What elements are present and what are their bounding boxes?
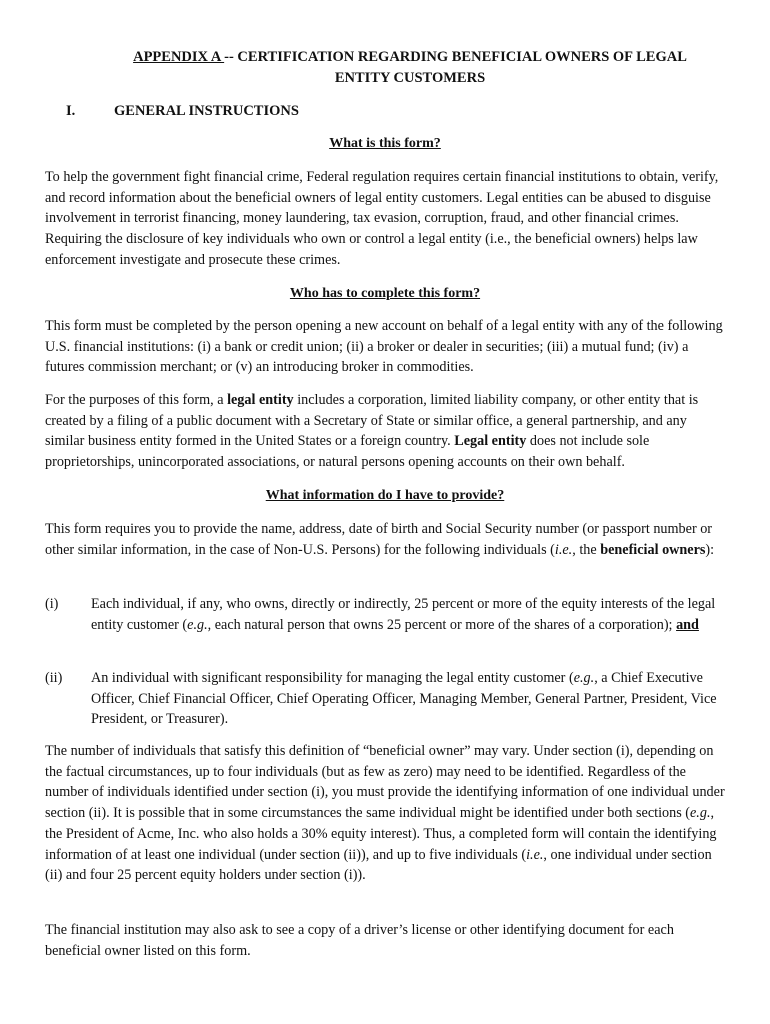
- list-item-ii-text: [91, 668, 728, 730]
- heading-what-is-this-form: What is this form?: [329, 136, 441, 151]
- p4-text-c: , the: [572, 541, 601, 558]
- p3-text-c: includes a corporation, limited liability company, or other entity that is created by a filing of a public document with a Secretary of State or similar office, a general partnership, and any similar business entity formed in the United States or a foreign country.: [45, 392, 699, 450]
- list-item-i-text: [91, 594, 728, 635]
- paragraph-number-of-owners: [45, 741, 728, 886]
- p3-text-e: does not include sole proprietorships, unincorporated associations, or natural persons opening accounts on their own behalf.: [45, 433, 650, 471]
- list-item-i: [45, 594, 728, 635]
- title-rest: -- CERTIFICATION REGARDING BENEFICIAL OWNERS OF LEGAL: [224, 49, 687, 65]
- paragraph-legal-entity-definition: [45, 390, 728, 473]
- appendix-label: APPENDIX A: [133, 49, 225, 65]
- heading-who-completes: Who has to complete this form?: [289, 286, 481, 301]
- p4-italic-ie: i.e.: [554, 541, 573, 558]
- li1-bold-and: and: [676, 616, 699, 633]
- title-line2: ENTITY CUSTOMERS: [334, 70, 486, 86]
- section-title: GENERAL INSTRUCTIONS: [114, 103, 299, 119]
- p5-italic-ie: i.e.: [526, 846, 544, 863]
- li1-text-c: , each natural person that owns 25 percent or more of the shares of a corporation);: [207, 616, 677, 633]
- paragraph-who-completes: This form must be completed by the person opening a new account on behalf of a legal entity with any of the following U.S. financial institutions: (i) a bank or credit union; (ii) a broker or dealer in securities; (iii) a mutual fund; (iv) a futures commission merchant; or (v) an introducing broker in commodities.: [45, 318, 723, 376]
- paragraph-information-required: [45, 519, 728, 560]
- heading-what-information: What information do I have to provide?: [265, 488, 505, 503]
- paragraph-purpose: To help the government fight financial crime, Federal regulation requires certain financial institutions to obtain, verify, and record information about the beneficial owners of legal entity customers. Legal entities can be abused to disguise involvement in terrorist financing, money laundering, tax evasion, corruption, fraud, and other financial crimes. Requiring the disclosure of key individuals who own or control a legal entity (i.e., the beneficial owners) helps law enforcement investigate and prosecute these crimes.: [45, 169, 719, 268]
- p5-text-a: The number of individuals that satisfy this definition of “beneficial owner” may vary. Under section (i), depending on the factual circumstances, up to four individuals (but as few as zero) may need to be identified. Regardless of the number of individuals identified under section (i), you must provide the identifying information of one individual under section (ii). It is possible that in some circumstances the same individual might be identified under both sections (: [45, 743, 725, 822]
- li2-italic-eg: e.g.: [573, 670, 595, 686]
- li1-italic-eg: e.g.: [187, 616, 208, 633]
- list-item-ii-label: (ii): [45, 670, 63, 686]
- list-item-i-label: (i): [45, 596, 59, 612]
- section-number: I.: [66, 103, 76, 119]
- section-heading: [66, 101, 299, 121]
- p3-text-a: For the purposes of this form, a: [45, 392, 228, 408]
- p3-bold-legal-entity: legal entity: [227, 392, 294, 408]
- p5-text-e: , one individual under section (ii) and four 25 percent equity holders under section (i)).: [45, 846, 712, 884]
- p4-bold-beneficial-owners: beneficial owners: [600, 541, 706, 558]
- p5-italic-eg: e.g.: [690, 805, 711, 822]
- li2-text-c: , a Chief Executive Officer, Chief Financial Officer, Chief Operating Officer, Managing Member, General Partner, President, Vice President, or Treasurer).: [91, 670, 717, 728]
- p3-bold-legal-entity-2: Legal entity: [454, 433, 527, 450]
- p4-text-a: This form requires you to provide the name, address, date of birth and Social Security number (or passport number or other similar information, in the case of Non-U.S. Persons) for the following individuals (: [45, 521, 713, 558]
- p5-text-c: , the President of Acme, Inc. who also holds a 30% equity interest). Thus, a completed form will contain the identifying information of at least one individual (under section (ii)), and up to five individuals (: [45, 805, 717, 863]
- paragraph-identifying-document: The financial institution may also ask to see a copy of a driver’s license or other identifying document for each beneficial owner listed on this form.: [45, 922, 674, 959]
- li2-text-a: An individual with significant responsibility for managing the legal entity customer (: [91, 670, 574, 686]
- li1-text-a: Each individual, if any, who owns, directly or indirectly, 25 percent or more of the equity interests of the legal entity customer (: [91, 596, 716, 633]
- p4-text-e: ):: [705, 541, 715, 558]
- list-item-ii: [45, 668, 728, 730]
- document-title: [60, 47, 760, 89]
